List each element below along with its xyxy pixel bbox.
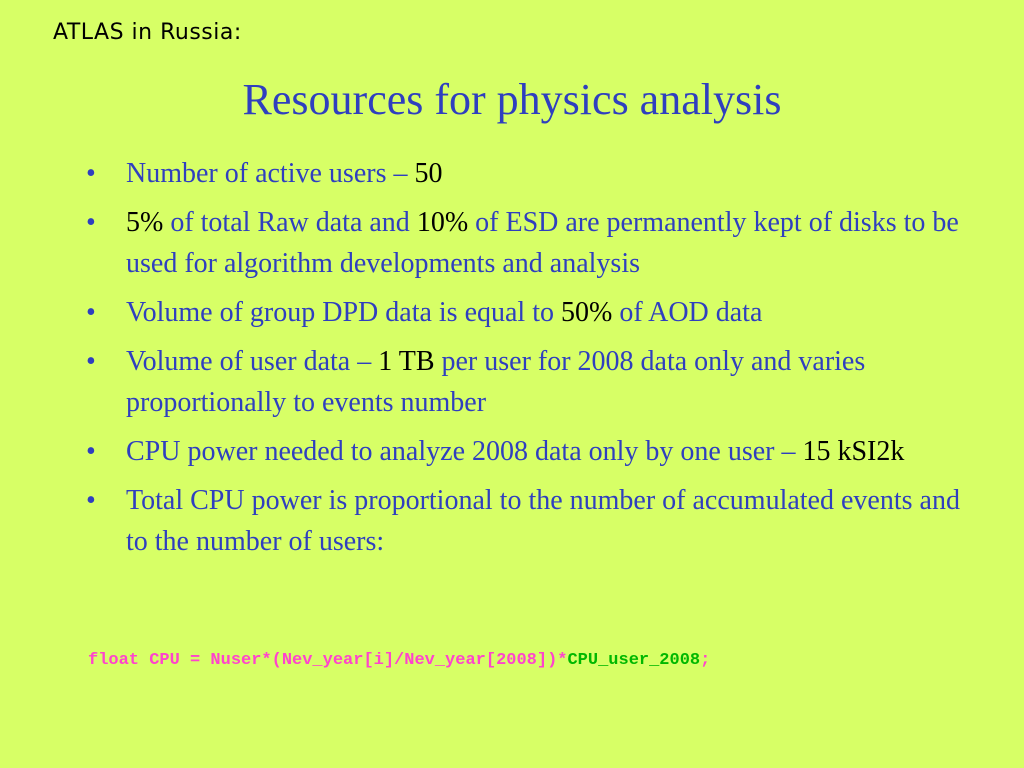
header-label: ATLAS in Russia: <box>53 20 242 45</box>
bullet-text: Total CPU power is proportional to the number of accumulated events and to the number of users: <box>126 485 960 557</box>
bullet-text: Volume of user data – <box>126 346 379 377</box>
formula-prefix: float CPU = Nuser*(Nev_year[i]/Nev_year[2008])* <box>88 651 568 670</box>
bullet-icon: • <box>86 436 96 467</box>
bullet-highlight: 10% <box>416 207 469 238</box>
bullet-item-cpu-per-user <box>86 431 966 472</box>
bullet-text: CPU power needed to analyze 2008 data only by one user – <box>126 436 803 467</box>
bullet-highlight: 15 kSI2k <box>802 436 905 467</box>
cpu-formula <box>88 651 710 670</box>
bullet-icon: • <box>86 485 96 516</box>
bullet-text: of ESD are permanently kept of disks to be used for algorithm developments and analysis <box>126 207 959 279</box>
bullet-highlight: 50% <box>560 297 613 328</box>
bullet-item-group-dpd <box>86 292 966 333</box>
formula-suffix: ; <box>700 651 711 670</box>
bullet-item-user-data <box>86 341 966 423</box>
bullet-icon: • <box>86 346 96 377</box>
bullet-item-total-cpu <box>86 480 966 562</box>
bullet-text: Number of active users – <box>126 158 415 189</box>
bullet-highlight: 50 <box>414 158 443 189</box>
bullet-text: Volume of group DPD data is equal to <box>126 297 561 328</box>
formula-highlight: CPU_user_2008 <box>567 651 701 670</box>
bullet-list <box>86 153 966 570</box>
bullet-text: of total Raw data and <box>163 207 417 238</box>
slide-title: Resources for physics analysis <box>242 75 782 124</box>
bullet-icon: • <box>86 207 96 238</box>
bullet-item-raw-esd <box>86 202 966 284</box>
bullet-text: of AOD data <box>612 297 763 328</box>
bullet-icon: • <box>86 158 96 189</box>
bullet-highlight: 5% <box>126 207 164 238</box>
bullet-icon: • <box>86 297 96 328</box>
bullet-text: per user for 2008 data only and varies proportionally to events number <box>126 346 866 418</box>
bullet-item-active-users <box>86 153 966 194</box>
bullet-highlight: 1 TB <box>378 346 435 377</box>
